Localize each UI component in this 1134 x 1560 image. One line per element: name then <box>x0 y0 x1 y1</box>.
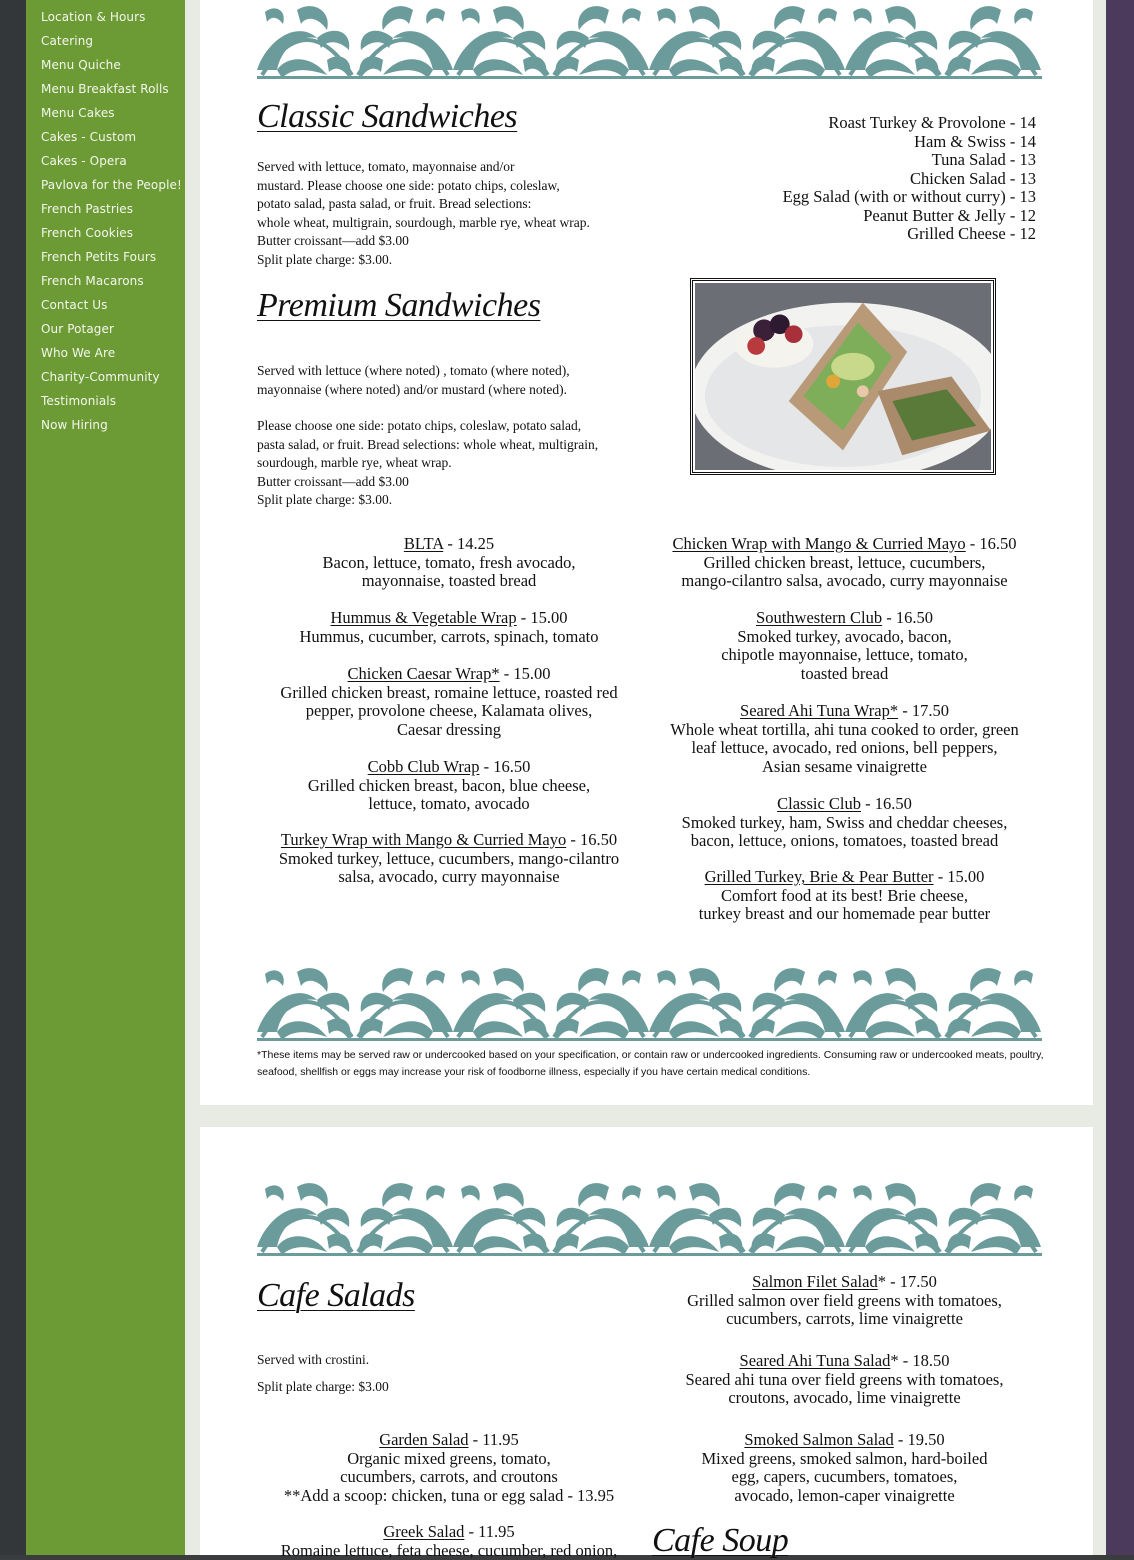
ornament-leaf <box>657 8 676 24</box>
menu-item-classic-club <box>652 795 1037 851</box>
item-desc: Seared ahi tuna over field greens with tomatoes, <box>685 1369 1004 1389</box>
ornament-leaf <box>753 1208 785 1227</box>
item-price: * - 17.50 <box>877 1272 937 1291</box>
item-desc: salsa, avocado, curry mayonnaise <box>338 867 560 887</box>
item-desc: cucumbers, carrots, lime vinaigrette <box>726 1309 963 1329</box>
sidebar-item-pavlova[interactable]: Pavlova for the People! <box>41 178 182 192</box>
ornament-leaf <box>885 968 916 992</box>
item-desc: toasted bread <box>800 663 889 683</box>
item-desc: Grilled chicken breast, romaine lettuce, roasted red <box>280 682 618 702</box>
ornament-leaf <box>669 1236 719 1255</box>
ornament-leaf <box>557 31 589 50</box>
ornament-leaf <box>853 8 872 24</box>
ornament-leaf <box>853 1185 872 1201</box>
item-desc: egg, capers, cucumbers, tomatoes, <box>731 1467 958 1487</box>
ornament-leaf <box>689 6 720 30</box>
item-desc: lettuce, tomato, avocado <box>368 794 530 814</box>
item-name: BLTA <box>403 534 444 553</box>
classic-item: Ham & Swiss - 14 <box>914 131 1036 151</box>
item-desc: avocado, lemon-caper vinaigrette <box>734 1485 955 1505</box>
sidebar-item-location-hours[interactable]: Location & Hours <box>41 10 146 24</box>
ornament-leaf <box>709 1208 741 1227</box>
ornament-leaf <box>853 970 872 986</box>
ornament-leaf <box>775 1021 825 1040</box>
ornament-leaf <box>753 993 785 1012</box>
item-name: Salmon Filet Salad <box>752 1272 878 1291</box>
sidebar-item-now-hiring[interactable]: Now Hiring <box>41 418 108 432</box>
sidebar-item-our-potager[interactable]: Our Potager <box>41 322 115 336</box>
ornament-leaf <box>774 1183 805 1207</box>
item-desc: Smoked turkey, lettuce, cucumbers, mango-cilantro <box>278 848 620 868</box>
item-desc: Bacon, lettuce, tomato, fresh avocado, <box>322 552 576 572</box>
cafe-salads-title: Cafe Salads <box>257 1277 415 1314</box>
item-desc: leaf lettuce, avocado, red onions, bell peppers, <box>691 738 998 758</box>
ornament-leaf <box>578 1183 609 1207</box>
ornament-leaf <box>689 1183 720 1207</box>
salads-menu-panel <box>200 1127 1093 1560</box>
ornament-leaf <box>382 6 413 30</box>
ornament-leaf <box>971 1021 1021 1040</box>
item-price: - 19.50 <box>893 1430 945 1449</box>
sidebar-item-french-petits-fours[interactable]: French Petits Fours <box>41 250 157 264</box>
menu-item-smoked-salmon-salad <box>652 1431 1037 1505</box>
ornament-leaf <box>622 970 641 986</box>
ornament-leaf <box>557 1208 589 1227</box>
premium-sandwiches-description-1: Served with lettuce (where noted) , tomato (where noted), mayonnaise (where noted) and/or mustard (where noted). <box>257 363 570 397</box>
sidebar-item-charity-community[interactable]: Charity-Community <box>41 370 160 384</box>
ornament-leaf <box>317 993 349 1012</box>
menu-item-chicken-caesar-wrap <box>257 665 641 739</box>
ornament-leaf <box>277 1236 327 1255</box>
item-desc: mayonnaise, toasted bread <box>361 571 537 591</box>
ornament-leaf <box>689 968 720 992</box>
sidebar-item-contact-us[interactable]: Contact Us <box>41 298 108 312</box>
ornament-leaf <box>383 59 433 78</box>
ornament-baseline <box>257 1038 1042 1041</box>
item-desc: Caesar dressing <box>396 719 501 739</box>
menu-item-cobb-club-wrap <box>257 758 641 814</box>
ornament-leaf <box>669 59 719 78</box>
ornament-leaf <box>579 1021 629 1040</box>
item-price: * - 18.50 <box>890 1351 950 1370</box>
menu-item-garden-salad <box>257 1431 641 1505</box>
ornament-leaf <box>361 31 393 50</box>
item-desc: Asian sesame vinaigrette <box>762 756 927 776</box>
item-price: - 16.50 <box>965 534 1017 553</box>
premium-sandwiches-title: Premium Sandwiches <box>257 287 541 324</box>
raw-food-disclaimer: *These items may be served raw or undercooked based on your specification, or contain raw or undercooked ingredients. Consuming raw or undercooked meats, poultry, seafood, shellfish or eggs may increase your risk of foodborne illness, especially if you have certain medical conditions. <box>257 1049 1044 1078</box>
sidebar-item-french-cookies[interactable]: French Cookies <box>41 226 134 240</box>
ornament-border-salads <box>257 1177 1042 1257</box>
item-desc: pepper, provolone cheese, Kalamata olives, <box>305 701 593 721</box>
item-desc: Romaine lettuce, feta cheese, cucumber, red onion, <box>280 1540 618 1560</box>
item-price: - 14.25 <box>443 534 495 553</box>
ornament-leaf <box>949 1208 981 1227</box>
ornament-leaf <box>461 1185 480 1201</box>
ornament-leaf <box>818 8 837 24</box>
classic-item: Peanut Butter & Jelly - 12 <box>863 205 1036 225</box>
ornament-leaf <box>297 968 328 992</box>
item-name: Garden Salad <box>379 1430 469 1449</box>
ornament-leaf <box>775 59 825 78</box>
ornament-leaf <box>774 6 805 30</box>
ornament-leaf <box>865 1236 915 1255</box>
item-desc: Smoked turkey, ham, Swiss and cheddar cheeses, <box>681 812 1008 832</box>
premium-sandwiches-description-2: Please choose one side: potato chips, coleslaw, potato salad, pasta salad, or fruit. Bread selections: whole wheat, multigrain, sourdough, marble rye, wheat wrap. Butter croissant—add $3.00 Split plate charge: $3.00. <box>257 418 599 507</box>
ornament-leaf <box>1014 8 1033 24</box>
classic-item: Roast Turkey & Provolone - 14 <box>828 113 1036 132</box>
ornament-leaf <box>473 1021 523 1040</box>
classic-item: Egg Salad (with or without curry) - 13 <box>782 187 1036 206</box>
item-name: Cobb Club Wrap <box>367 757 480 776</box>
ornament-leaf <box>493 1183 524 1207</box>
menu-item-chicken-wrap-mango <box>652 535 1037 591</box>
classic-sandwiches-description: Served with lettuce, tomato, mayonnaise and/or mustard. Please choose one side: potato chips, coleslaw, potato salad, pasta salad, or fruit. Bread selections: whole wheat, multigrain, sourdough, marble rye, wheat wrap. Butter croissant—add $3.00 Split plate charge: $3.00. <box>257 159 590 267</box>
item-name: Grilled Turkey, Brie & Pear Butter <box>704 867 934 886</box>
item-name: Southwestern Club <box>756 608 883 627</box>
item-name: Smoked Salmon Salad <box>744 1430 894 1449</box>
sidebar-item-who-we-are[interactable]: Who We Are <box>41 346 116 360</box>
sidebar-item-french-macarons[interactable]: French Macarons <box>41 274 144 288</box>
classic-item: Tuna Salad - 13 <box>931 150 1036 169</box>
ornament-leaf <box>557 993 589 1012</box>
item-desc: Mixed greens, smoked salmon, hard-boiled <box>701 1448 988 1468</box>
sidebar-item-french-pastries[interactable]: French Pastries <box>41 202 134 216</box>
ornament-leaf <box>885 1183 916 1207</box>
ornament-leaf <box>971 1236 1021 1255</box>
ornament-baseline <box>257 76 1042 79</box>
classic-item: Grilled Cheese - 12 <box>907 224 1036 243</box>
sidebar-item-catering[interactable]: Catering <box>41 34 94 48</box>
ornament-leaf <box>426 8 445 24</box>
ornament-leaf <box>461 8 480 24</box>
left-edge <box>0 0 26 1555</box>
item-price: - 16.50 <box>882 608 933 627</box>
item-desc: Organic mixed greens, tomato, <box>347 1448 551 1468</box>
item-name: Chicken Wrap with Mango & Curried Mayo <box>672 534 966 553</box>
item-desc: cucumbers, carrots, and croutons <box>340 1467 558 1487</box>
wrap-sandwich-illustration <box>695 283 991 470</box>
menu-item-blta <box>257 535 641 591</box>
ornament-leaf <box>426 1185 445 1201</box>
ornament-leaf <box>513 993 545 1012</box>
menu-item-turkey-wrap <box>257 831 641 887</box>
item-price: - 16.50 <box>479 757 531 776</box>
item-desc: croutons, avocado, lime vinaigrette <box>728 1388 961 1408</box>
ornament-leaf <box>657 1185 676 1201</box>
item-name: Seared Ahi Tuna Wrap* <box>740 701 899 720</box>
menu-item-southwestern-club <box>652 609 1037 683</box>
item-desc: turkey breast and our homemade pear butter <box>698 904 991 924</box>
item-desc: Comfort food at its best! Brie cheese, <box>721 885 968 905</box>
sidebar-item-menu-breakfast-rolls[interactable]: Menu Breakfast Rolls <box>41 82 169 96</box>
menu-item-greek-salad <box>257 1523 641 1560</box>
item-name: Greek Salad <box>383 1522 465 1541</box>
ornament-leaf <box>361 993 393 1012</box>
item-desc: Hummus, cucumber, carrots, spinach, tomato <box>299 626 599 646</box>
ornament-baseline <box>257 1253 1042 1256</box>
ornament-leaf <box>297 1183 328 1207</box>
cafe-soup-title: Cafe Soup <box>652 1522 789 1559</box>
ornament-leaf <box>579 1236 629 1255</box>
ornament-leaf <box>426 970 445 986</box>
sidebar-item-cakes-custom[interactable]: Cakes - Custom <box>41 130 137 144</box>
item-desc: mango-cilantro salsa, avocado, curry mayonnaise <box>681 571 1008 591</box>
ornament-leaf <box>317 1208 349 1227</box>
ornament-leaf <box>277 59 327 78</box>
ornament-leaf <box>905 993 937 1012</box>
sidebar-item-menu-quiche[interactable]: Menu Quiche <box>41 58 121 72</box>
ornament-leaf <box>317 31 349 50</box>
ornament-border-top <box>257 0 1042 80</box>
item-name: Seared Ahi Tuna Salad <box>739 1351 891 1370</box>
ornament-leaf <box>622 1185 641 1201</box>
classic-sandwiches-title: Classic Sandwiches <box>257 98 518 135</box>
menu-item-salmon-filet-salad <box>652 1273 1037 1329</box>
item-desc: chipotle mayonnaise, lettuce, tomato, <box>721 645 968 665</box>
ornament-leaf <box>905 31 937 50</box>
ornament-leaf <box>669 1021 719 1040</box>
item-price: - 11.95 <box>468 1430 519 1449</box>
item-price: - 15.00 <box>516 608 568 627</box>
ornament-leaf <box>1014 1185 1033 1201</box>
classic-item: Chicken Salad - 13 <box>909 168 1036 188</box>
item-price: - 11.95 <box>464 1522 515 1541</box>
ornament-leaf <box>461 970 480 986</box>
ornament-leaf <box>383 1236 433 1255</box>
item-desc: bacon, lettuce, onions, tomatoes, toasted bread <box>690 831 999 851</box>
ornament-leaf <box>277 1021 327 1040</box>
ornament-leaf <box>383 1021 433 1040</box>
ornament-leaf <box>753 31 785 50</box>
item-name: Classic Club <box>777 794 861 813</box>
item-desc: Grilled chicken breast, bacon, blue cheese, <box>307 775 591 795</box>
ornament-leaf <box>818 970 837 986</box>
ornament-leaf <box>970 1183 1001 1207</box>
ornament-leaf <box>473 59 523 78</box>
ornament-leaf <box>578 6 609 30</box>
item-price: - 16.50 <box>566 830 618 849</box>
ornament-leaf <box>970 968 1001 992</box>
menu-item-ahi-tuna-salad <box>652 1352 1037 1408</box>
item-name: Chicken Caesar Wrap* <box>347 664 500 683</box>
ornament-leaf <box>971 59 1021 78</box>
ornament-leaf <box>579 59 629 78</box>
ornament-leaf <box>949 31 981 50</box>
ornament-leaf <box>774 968 805 992</box>
item-price: - 15.00 <box>933 867 985 886</box>
right-edge <box>1106 0 1134 1555</box>
ornament-leaf <box>473 1236 523 1255</box>
ornament-leaf <box>818 1185 837 1201</box>
classic-sandwiches-list <box>783 114 1036 244</box>
item-name: Hummus & Vegetable Wrap <box>330 608 517 627</box>
ornament-leaf <box>382 1183 413 1207</box>
item-desc: Grilled chicken breast, lettuce, cucumbers, <box>703 552 986 572</box>
ornament-leaf <box>657 970 676 986</box>
item-desc: **Add a scoop: chicken, tuna or egg salad - 13.95 <box>283 1485 615 1505</box>
ornament-leaf <box>970 6 1001 30</box>
item-price: - 15.00 <box>499 664 551 683</box>
ornament-leaf <box>265 970 284 986</box>
menu-item-ahi-tuna-wrap <box>652 702 1037 776</box>
ornament-leaf <box>709 993 741 1012</box>
wrap-sandwich-photo <box>690 278 996 475</box>
sidebar-item-menu-cakes[interactable]: Menu Cakes <box>41 106 115 120</box>
ornament-leaf <box>905 1208 937 1227</box>
salads-split-charge: Split plate charge: $3.00 <box>257 1379 389 1394</box>
item-name: Turkey Wrap with Mango & Curried Mayo <box>280 830 567 849</box>
ornament-leaf <box>775 1236 825 1255</box>
ornament-leaf <box>382 968 413 992</box>
ornament-leaf <box>493 968 524 992</box>
sandwich-menu-panel <box>200 0 1093 1105</box>
sidebar-item-testimonials[interactable]: Testimonials <box>41 394 117 408</box>
ornament-leaf <box>885 6 916 30</box>
ornament-leaf <box>1014 970 1033 986</box>
ornament-leaf <box>361 1208 393 1227</box>
menu-item-hummus-wrap <box>257 609 641 646</box>
ornament-leaf <box>297 6 328 30</box>
ornament-leaf <box>865 1021 915 1040</box>
ornament-leaf <box>709 31 741 50</box>
ornament-leaf <box>622 8 641 24</box>
item-desc: Smoked turkey, avocado, bacon, <box>737 626 952 646</box>
ornament-leaf <box>493 6 524 30</box>
salads-served-note: Served with crostini. <box>257 1352 370 1367</box>
ornament-leaf <box>513 31 545 50</box>
ornament-leaf <box>578 968 609 992</box>
sidebar-item-cakes-opera[interactable]: Cakes - Opera <box>41 154 127 168</box>
ornament-leaf <box>265 8 284 24</box>
ornament-leaf <box>513 1208 545 1227</box>
item-price: - 16.50 <box>861 794 912 813</box>
menu-item-grilled-turkey-brie <box>652 868 1037 924</box>
sidebar-nav <box>26 0 185 1555</box>
ornament-leaf <box>865 59 915 78</box>
item-price: - 17.50 <box>898 701 949 720</box>
item-desc: Grilled salmon over field greens with tomatoes, <box>687 1290 1002 1310</box>
ornament-leaf <box>949 993 981 1012</box>
item-desc: Whole wheat tortilla, ahi tuna cooked to order, green <box>670 719 1019 739</box>
ornament-leaf <box>265 1185 284 1201</box>
ornament-border-middle <box>257 962 1042 1042</box>
